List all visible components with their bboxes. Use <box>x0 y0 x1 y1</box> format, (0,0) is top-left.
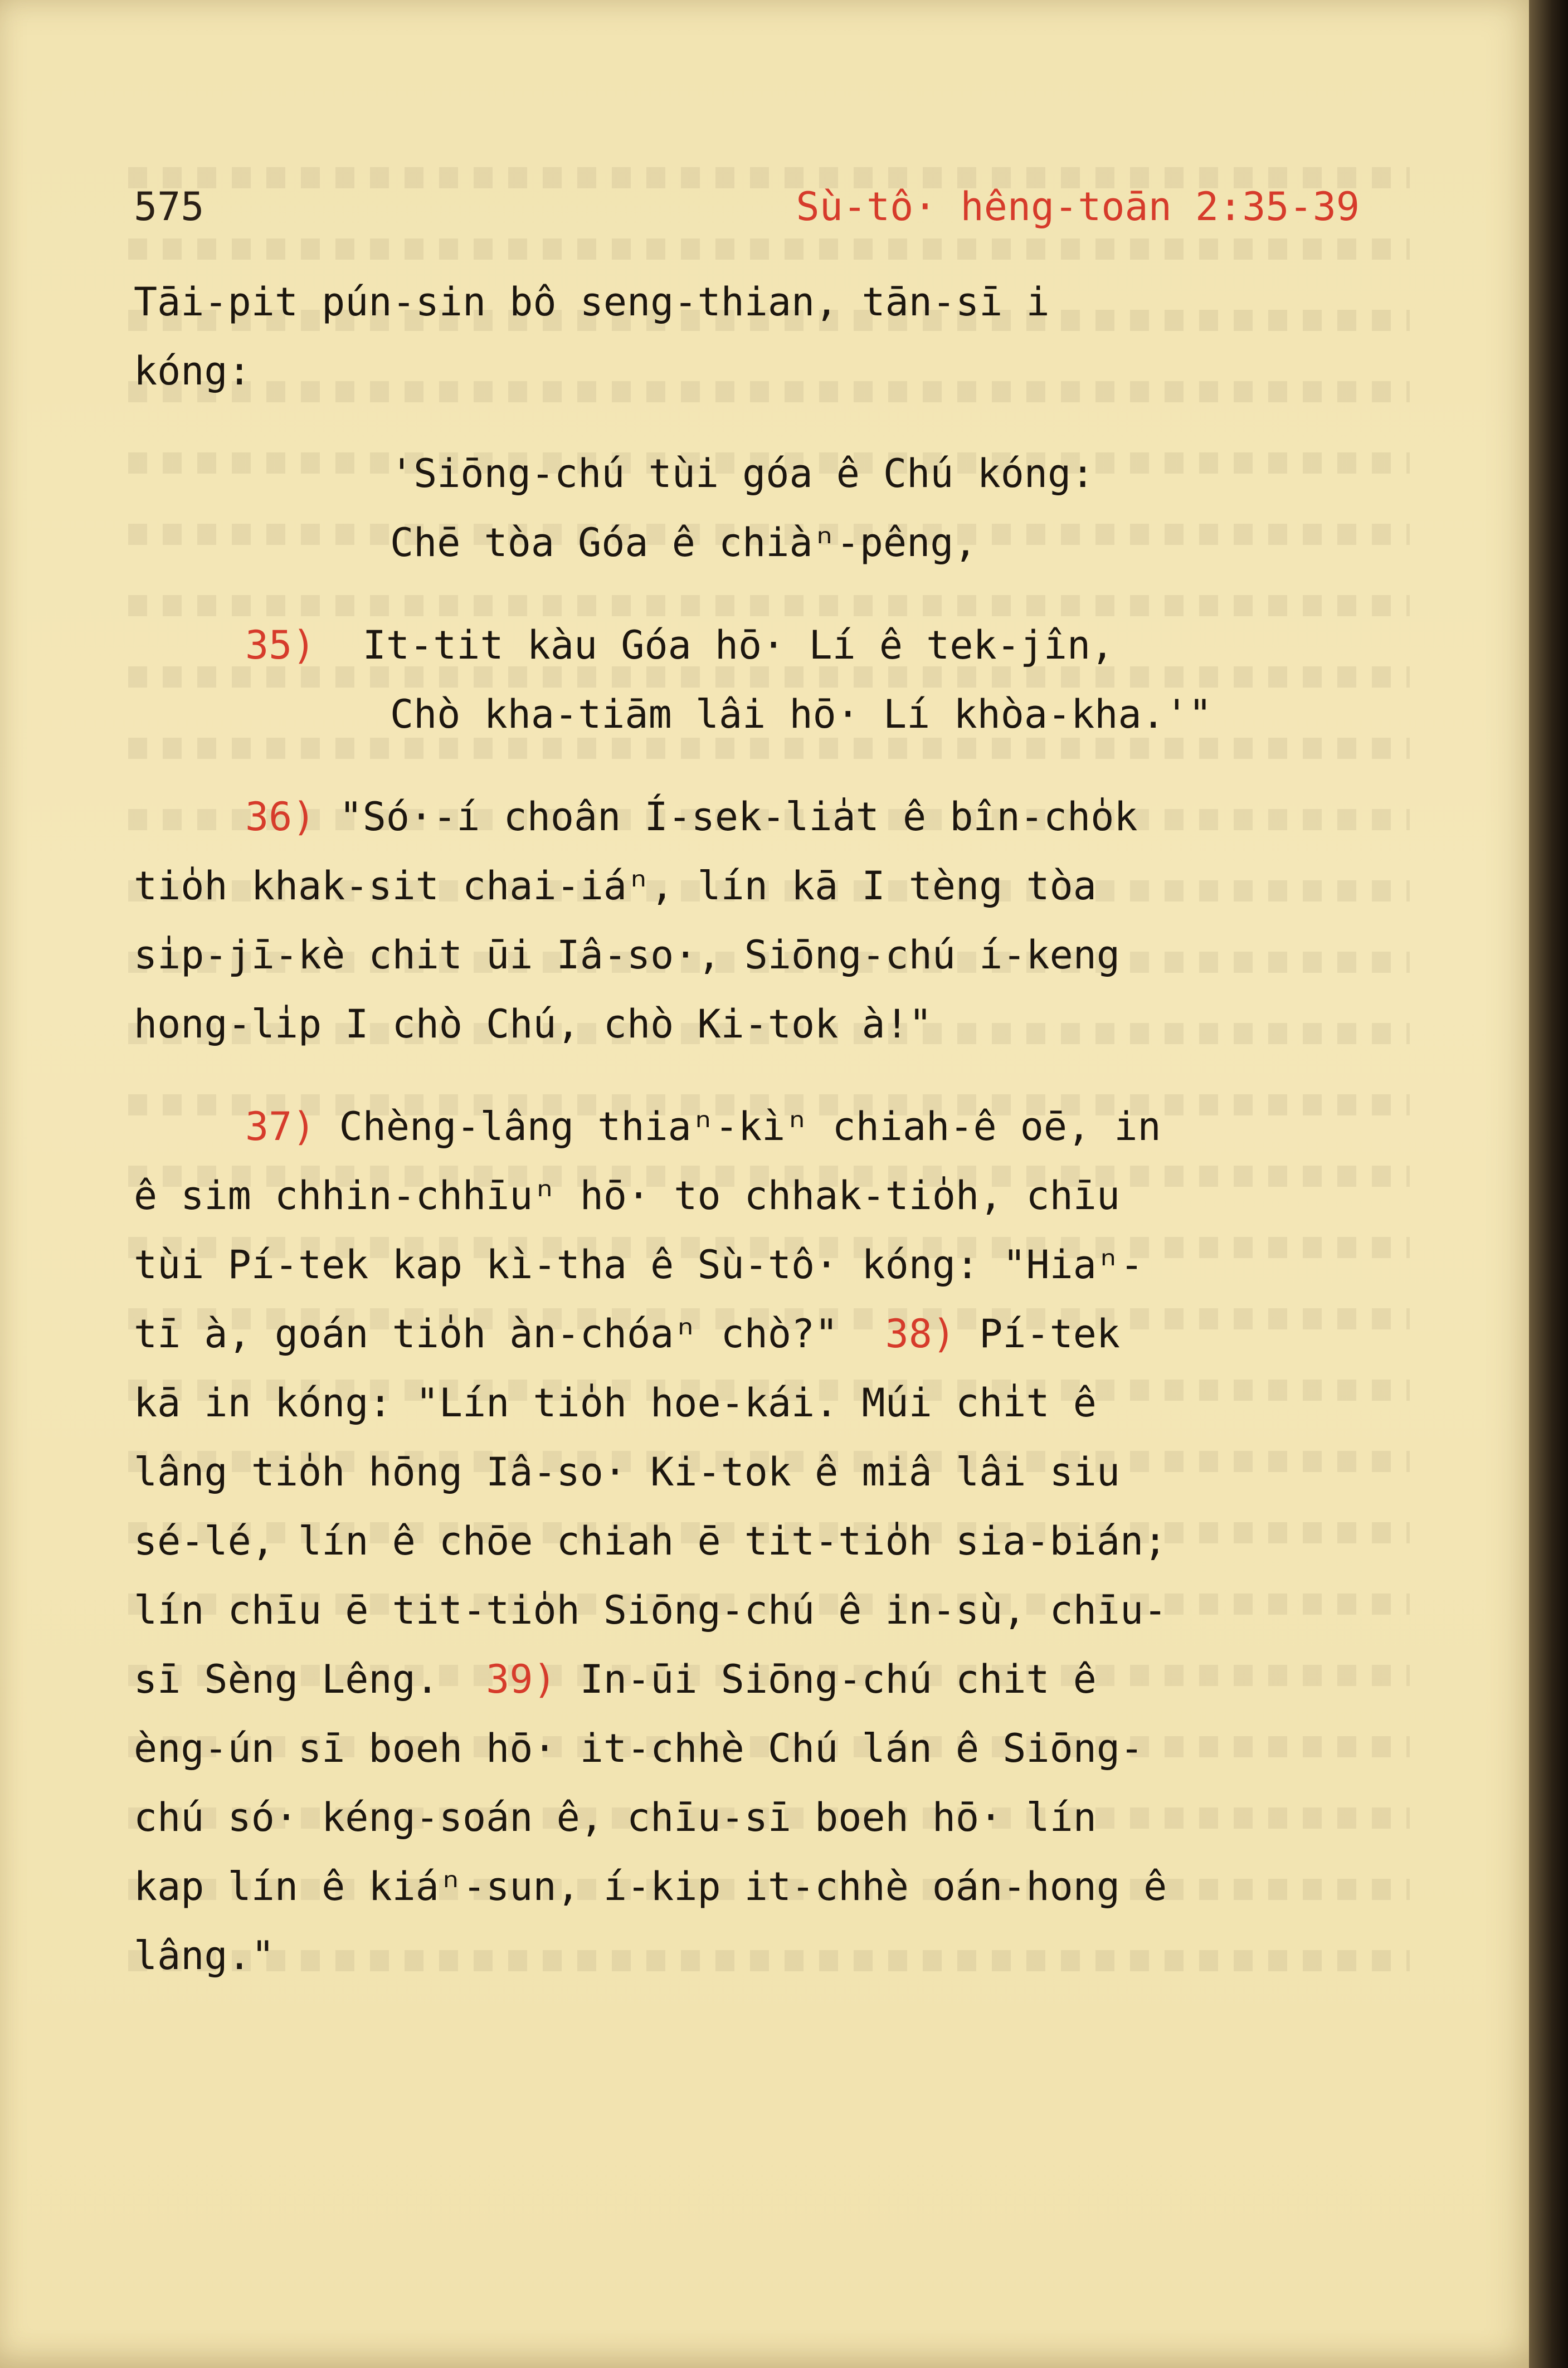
text-line: hong-li̍p I chò Chú, chò Ki-tok à!" <box>134 1001 932 1047</box>
verse-number-38: 38) <box>885 1311 956 1357</box>
text-line: kóng: <box>134 348 251 394</box>
quote-line: 'Siōng-chú tùi góa ê Chú kóng: <box>390 451 1095 496</box>
text-line: èng-ún sī boeh hō· it-chhè Chú lán ê Siōng- <box>134 1726 1144 1771</box>
verse-number-36: 36) <box>245 794 316 840</box>
paragraph-gap <box>134 749 1415 782</box>
text-line: ê sim chhin-chhīuⁿ hō· to chhak-tio̍h, chīu <box>134 1173 1121 1219</box>
text-line: kap lín ê kiáⁿ-sun, í-kip it-chhè oán-hong ê <box>134 1864 1167 1909</box>
text-line: lín chīu ē tit-tio̍h Siōng-chú ê in-sù, chīu- <box>134 1587 1167 1633</box>
text-line: tùi Pí-tek kap kì-tha ê Sù-tô· kóng: "Hiaⁿ- <box>134 1242 1144 1288</box>
verse-number-39: 39) <box>486 1656 557 1702</box>
verse-text: tī à, goán tio̍h àn-chóaⁿ chò?" <box>134 1311 839 1357</box>
text-line: kā in kóng: "Lín tio̍h hoe-kái. Múi chi̍t ê <box>134 1380 1097 1426</box>
paragraph-verse-36 <box>134 782 1415 851</box>
verse-text: sī Sèng Lêng. <box>134 1656 439 1702</box>
page-number: 575 <box>134 184 204 230</box>
running-title: Sù-tô· hêng-toān 2:35-39 <box>796 184 1360 230</box>
verse-text: "Só·-í choân Í-sek-lia̍t ê bîn-cho̍k <box>339 794 1138 840</box>
paragraph-gap <box>134 1059 1415 1092</box>
text-line: lâng." <box>134 1933 275 1979</box>
paragraph-gap <box>134 577 1415 611</box>
paragraph-gap <box>134 406 1415 439</box>
quote-line-verse-35 <box>134 611 1415 680</box>
text-line: lâng tio̍h hōng Iâ-so· Ki-tok ê miâ lâi siu <box>134 1449 1121 1495</box>
verse-text: Pí-tek <box>979 1311 1121 1357</box>
paragraph-verse-37 <box>134 1092 1415 1161</box>
page-header <box>134 184 1360 240</box>
body-text <box>134 267 1415 1990</box>
text-line: sé-lé, lín ê chōe chiah ē tit-tio̍h sia-bián; <box>134 1518 1167 1564</box>
verse-number-37: 37) <box>245 1104 316 1149</box>
quote-text: It-tit kàu Góa hō· Lí ê tek-jîn, <box>362 622 1114 668</box>
verse-number-35: 35) <box>245 622 316 668</box>
quote-line: Chē tòa Góa ê chiàⁿ-pêng, <box>390 520 977 566</box>
text-line-verse-38 <box>134 1299 1415 1368</box>
book-spine-edge <box>1529 0 1568 2368</box>
verse-text: In-ūi Siōng-chú chit ê <box>580 1656 1097 1702</box>
text-line-verse-39 <box>134 1645 1415 1714</box>
text-line: Tāi-pit pún-sin bô seng-thian, tān-sī i <box>134 279 1050 325</box>
text-line: chú só· kéng-soán ê, chīu-sī boeh hō· lín <box>134 1795 1097 1840</box>
verse-text: Chèng-lâng thiaⁿ-kìⁿ chiah-ê oē, in <box>339 1104 1161 1149</box>
text-line: tio̍h khak-sit chai-iáⁿ, lín kā I tèng tòa <box>134 863 1097 909</box>
text-line: si̍p-jī-kè chit ūi Iâ-so·, Siōng-chú í-keng <box>134 932 1121 978</box>
quote-line: Chò kha-tiām lâi hō· Lí khòa-kha.'" <box>390 691 1212 737</box>
